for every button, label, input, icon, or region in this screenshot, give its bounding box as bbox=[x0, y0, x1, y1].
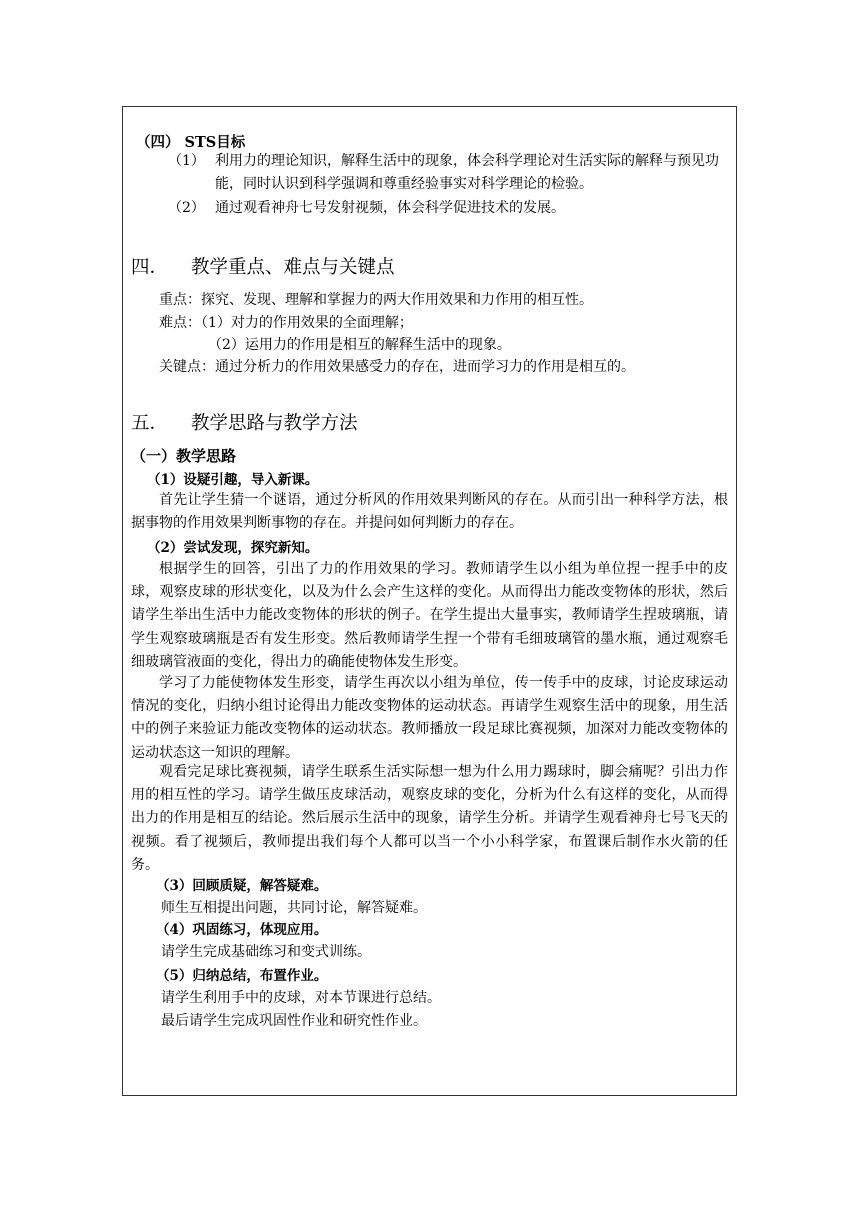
step-3-line: 师生互相提出问题，共同讨论，解答疑难。 bbox=[161, 900, 427, 916]
sts-item-2-text: 通过观看神舟七号发射视频，体会科学促进技术的发展。 bbox=[215, 200, 565, 216]
step-4-heading: （4）巩固练习，体现应用。 bbox=[156, 922, 328, 938]
difficulty-line-2: （2）运用力的作用是相互的解释生活中的现象。 bbox=[208, 337, 511, 353]
step-1-heading: （1）设疑引趣，导入新课。 bbox=[147, 472, 319, 488]
step-5-line-1: 请学生利用手中的皮球，对本节课进行总结。 bbox=[161, 990, 441, 1006]
step-4-line: 请学生完成基础练习和变式训练。 bbox=[161, 944, 371, 960]
section-5-number: 五． bbox=[131, 413, 169, 434]
section-4-title-text: 教学重点、难点与关键点 bbox=[191, 257, 395, 278]
sts-item-1-number: （1） bbox=[168, 153, 205, 169]
step-5-line-2: 最后请学生完成巩固性作业和研究性作业。 bbox=[161, 1013, 427, 1029]
step-5-heading: （5）归纳总结，布置作业。 bbox=[156, 968, 328, 984]
key-point-line: 关键点：通过分析力的作用效果感受力的存在，进而学习力的作用是相互的。 bbox=[159, 359, 635, 375]
teaching-approach-heading: （一）教学思路 bbox=[131, 447, 237, 465]
section-4-title bbox=[131, 253, 395, 279]
step-1-paragraph: 首先让学生猜一个谜语，通过分析风的作用效果判断风的存在。从而引出一种科学方法，根据事物的作用效果判断事物的存在。并提问如何判断力的存在。 bbox=[131, 492, 728, 532]
focus-line: 重点：探究、发现、理解和掌握力的两大作用效果和力作用的相互性。 bbox=[159, 292, 593, 308]
step-2-heading: （2）尝试发现，探究新知。 bbox=[147, 540, 319, 556]
sts-heading: （四） STS目标 bbox=[136, 134, 246, 151]
step-2-paragraph-1: 根据学生的回答，引出了力的作用效果的学习。教师请学生以小组为单位捏一捏手中的皮球，观察皮球的形状变化，以及为什么会产生这样的变化。从而得出力能改变物体的形状，然后请学生举出生活中力能改变物体的形状的例子。在学生提出大量事实，教师请学生捏玻璃瓶，请学生观察玻璃瓶是否有发生形变。然后教师请学生捏一个带有毛细玻璃管的墨水瓶，通过观察毛细玻璃管液面的变化，得出力的确能使物体发生形变。 bbox=[131, 561, 728, 670]
step-2-paragraph-2: 学习了力能使物体发生形变，请学生再次以小组为单位，传一传手中的皮球，讨论皮球运动情况的变化，归纳小组讨论得出力能改变物体的运动状态。再请学生观察生活中的现象，用生活中的例子来验证力能改变物体的运动状态。教师播放一段足球比赛视频，加深对力能改变物体的运动状态这一知识的理解。 bbox=[131, 675, 728, 761]
difficulty-line-1: 难点：（1）对力的作用效果的全面理解； bbox=[159, 315, 413, 331]
sts-item-2-number: （2） bbox=[168, 200, 205, 216]
section-4-number: 四． bbox=[131, 257, 169, 278]
step-2-paragraph-3: 观看完足球比赛视频，请学生联系生活实际想一想为什么用力踢球时，脚会痛呢？引出力作用的相互性的学习。请学生做压皮球活动，观察皮球的变化，分析为什么有这样的变化，从而得出力的作用是相互的结论。然后展示生活中的现象，请学生分析。并请学生观看神舟七号飞天的视频。看了视频后，教师提出我们每个人都可以当一个小小科学家，布置课后制作水火箭的任务。 bbox=[131, 764, 728, 873]
section-5-title bbox=[131, 409, 358, 435]
sts-item-1-text: 利用力的理论知识，解释生活中的现象，体会科学理论对生活实际的解释与预见功能，同时认识到科学强调和尊重经验事实对科学理论的检验。 bbox=[215, 153, 719, 192]
section-5-title-text: 教学思路与教学方法 bbox=[191, 413, 358, 434]
step-3-heading: （3）回顾质疑，解答疑难。 bbox=[156, 878, 328, 894]
